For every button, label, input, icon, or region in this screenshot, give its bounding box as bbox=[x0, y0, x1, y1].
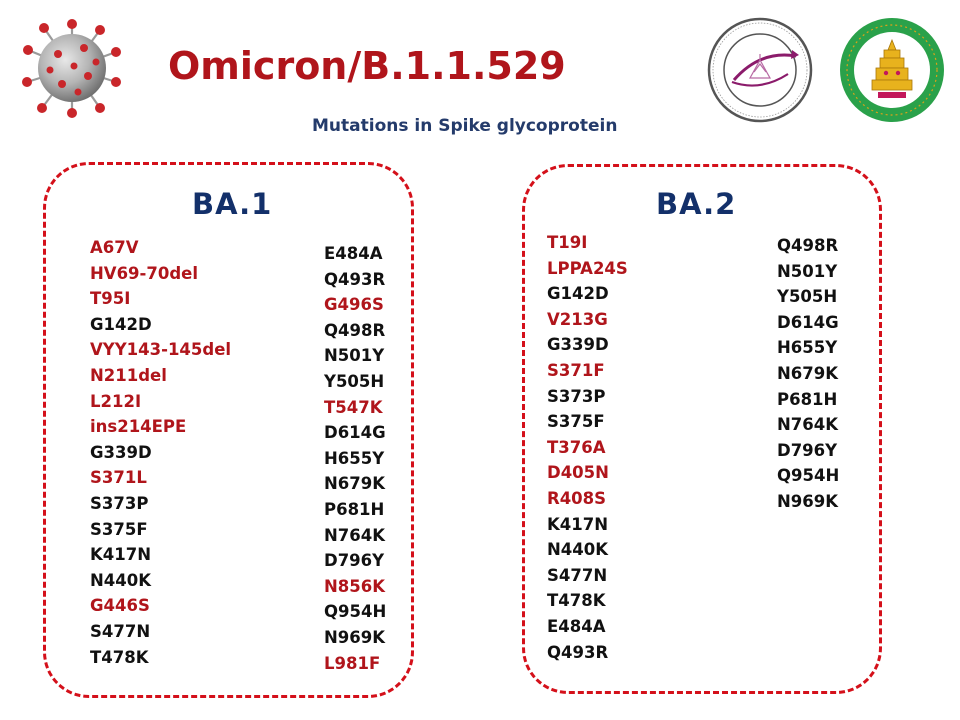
ba2-mutation-list-right bbox=[777, 233, 839, 515]
mutation-item: A67V bbox=[90, 238, 139, 257]
mutation-item: P681H bbox=[324, 499, 385, 519]
mutation-item: VYY143-145del bbox=[90, 340, 232, 360]
mutation-item: T95I bbox=[90, 289, 131, 309]
mutation-item: D614G bbox=[777, 312, 839, 332]
mutation-item: G496S bbox=[324, 295, 384, 315]
mutation-item: S373P bbox=[547, 386, 606, 406]
ba1-panel bbox=[43, 162, 414, 698]
mutation-item: Q493R bbox=[547, 642, 609, 662]
mutation-item: N211del bbox=[90, 365, 167, 385]
ba1-title: BA.1 bbox=[192, 187, 273, 221]
mutation-item: K417N bbox=[547, 514, 609, 534]
mutation-item: Q498R bbox=[777, 236, 839, 255]
mutation-item: Q954H bbox=[777, 466, 840, 486]
mutation-item: G446S bbox=[90, 596, 150, 616]
mutation-item: H655Y bbox=[777, 338, 838, 358]
mutation-item: N679K bbox=[324, 474, 386, 494]
mutation-item: Q498R bbox=[324, 320, 386, 340]
mutation-item: E484A bbox=[547, 616, 606, 636]
mutation-item: Q493R bbox=[324, 269, 386, 289]
mutation-item: L981F bbox=[324, 653, 381, 673]
mutation-item: N440K bbox=[547, 540, 609, 560]
mutation-item: HV69-70del bbox=[90, 263, 199, 283]
mutation-item: N764K bbox=[777, 415, 839, 435]
mutation-item: S477N bbox=[90, 621, 151, 641]
mutation-item: N969K bbox=[777, 491, 839, 511]
mutation-item: N856K bbox=[324, 576, 386, 596]
mutation-item: S371L bbox=[90, 468, 147, 488]
coronavirus-icon bbox=[22, 18, 122, 118]
mutation-item: G339D bbox=[547, 335, 609, 355]
chulalongkorn-medicine-logo bbox=[838, 16, 946, 124]
mutation-item: T376A bbox=[547, 437, 606, 457]
mutation-item: G339D bbox=[90, 442, 152, 462]
mutation-item: P681H bbox=[777, 389, 838, 409]
mutation-item: S373P bbox=[90, 493, 149, 513]
ba2-panel bbox=[522, 164, 882, 694]
mutation-item: S375F bbox=[547, 412, 605, 432]
ba1-mutation-list-left bbox=[90, 235, 231, 670]
mutation-item: ins214EPE bbox=[90, 417, 187, 437]
mutation-item: N501Y bbox=[777, 261, 838, 281]
mutation-item: D614G bbox=[324, 423, 386, 443]
mutation-item: N764K bbox=[324, 525, 386, 545]
mutation-item: S477N bbox=[547, 565, 608, 585]
mutation-item: Y505H bbox=[324, 371, 385, 391]
clinical-virology-logo bbox=[706, 16, 814, 124]
mutation-item: Y505H bbox=[777, 287, 838, 307]
mutation-item: N679K bbox=[777, 363, 839, 383]
mutation-item: K417N bbox=[90, 545, 152, 565]
page-title: Omicron/B.1.1.529 bbox=[168, 44, 566, 88]
mutation-item: N501Y bbox=[324, 346, 385, 366]
mutation-item: Q954H bbox=[324, 602, 387, 622]
mutation-item: T547K bbox=[324, 397, 383, 417]
mutation-item: N969K bbox=[324, 627, 386, 647]
mutation-item: D405N bbox=[547, 463, 609, 483]
mutation-item: E484A bbox=[324, 244, 383, 263]
mutation-item: S371F bbox=[547, 360, 605, 380]
mutation-item: T478K bbox=[90, 647, 149, 667]
mutation-item: H655Y bbox=[324, 448, 385, 468]
ba2-mutation-list-left bbox=[547, 230, 628, 665]
ba1-mutation-list-right bbox=[324, 241, 386, 676]
mutation-item: V213G bbox=[547, 309, 608, 329]
ba2-title: BA.2 bbox=[656, 187, 737, 221]
mutation-item: G142D bbox=[90, 314, 152, 334]
mutation-item: L212I bbox=[90, 391, 142, 411]
mutation-item: N440K bbox=[90, 570, 152, 590]
mutation-item: D796Y bbox=[777, 440, 838, 460]
mutation-item: G142D bbox=[547, 284, 609, 304]
page-subtitle: Mutations in Spike glycoprotein bbox=[312, 116, 618, 136]
mutation-item: R408S bbox=[547, 488, 607, 508]
mutation-item: LPPA24S bbox=[547, 258, 628, 278]
mutation-item: T19I bbox=[547, 233, 588, 252]
mutation-item: T478K bbox=[547, 591, 606, 611]
mutation-item: D796Y bbox=[324, 551, 385, 571]
mutation-item: S375F bbox=[90, 519, 148, 539]
